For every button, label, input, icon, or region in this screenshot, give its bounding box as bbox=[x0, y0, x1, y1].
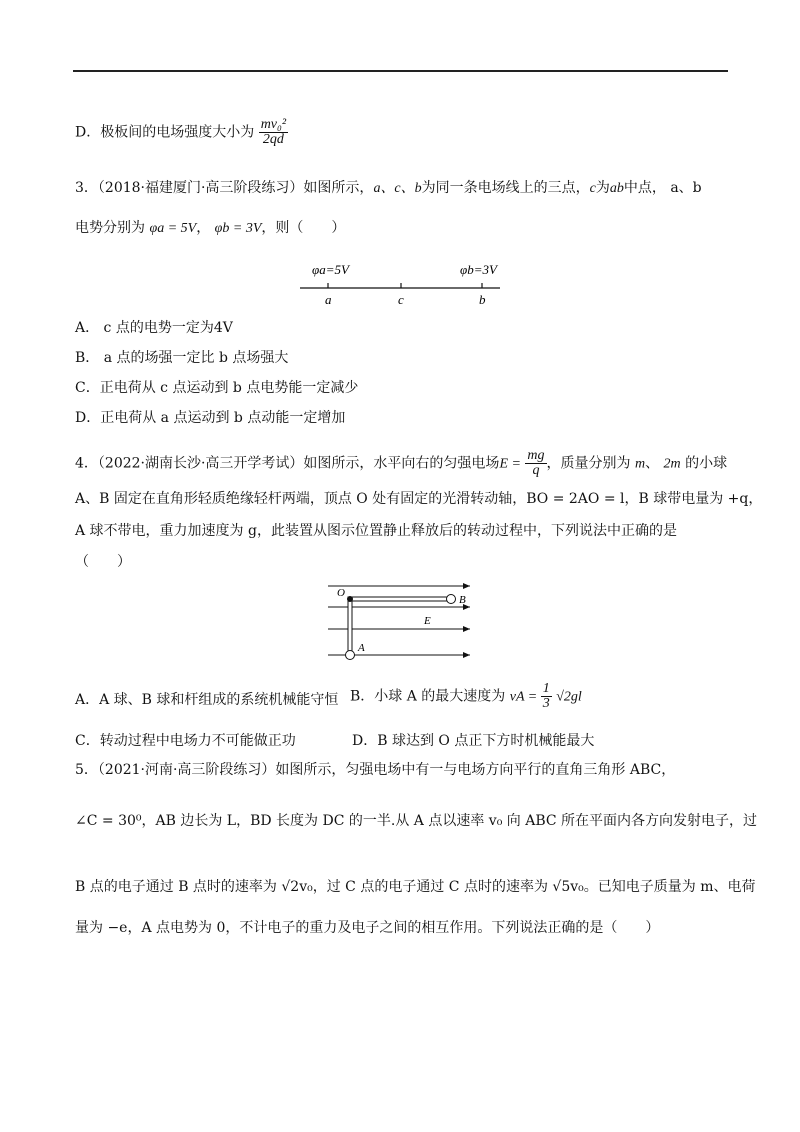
fraction-numerator: 1 bbox=[542, 681, 550, 696]
q2-option-d bbox=[75, 118, 288, 147]
q4-option-b-formula: vA = bbox=[509, 689, 541, 705]
q4-option-b bbox=[350, 682, 582, 711]
label-B: B bbox=[459, 594, 466, 606]
q3-header-mid: 为同一条电场线上的三点， bbox=[421, 180, 590, 196]
q2-option-d-text: D．极板间的电场强度大小为 bbox=[75, 124, 255, 141]
fraction-denominator: 3 bbox=[542, 696, 550, 711]
ball-A bbox=[346, 651, 355, 660]
rod-horizontal bbox=[350, 597, 447, 601]
q3-header-ab: ab bbox=[609, 181, 624, 196]
q3-header-c: c bbox=[589, 181, 596, 196]
q4-sep: 、 bbox=[645, 455, 660, 472]
q3-phi-a: φa = 5V bbox=[149, 221, 197, 236]
label-phi-a: φa=5V bbox=[312, 262, 349, 277]
q3-phi-b: φb = 3V bbox=[214, 221, 262, 236]
label-phi-b: φb=3V bbox=[460, 262, 497, 277]
fraction-denominator: 2qd bbox=[262, 132, 284, 147]
label-a: a bbox=[325, 292, 332, 307]
q4-line3: A 球不带电，重力加速度为 g，此装置从图示位置静止释放后的转动过程中，下列说法中正确的是 bbox=[75, 523, 677, 539]
q4-line1 bbox=[75, 449, 727, 478]
q4-E-fraction bbox=[525, 449, 546, 478]
q4-option-b-root: √2gl bbox=[556, 689, 582, 705]
label-A: A bbox=[358, 642, 365, 654]
q4-line4: （ ） bbox=[75, 554, 131, 570]
header-rule bbox=[73, 70, 728, 72]
q4-option-b-fraction bbox=[541, 682, 552, 711]
q3-header-vars: a、c、b bbox=[373, 181, 422, 196]
q4-option-b-text: B．小球 A 的最大速度为 bbox=[350, 688, 506, 705]
q3-line2: 电势分别为 φa = 5V， φb = 3V，则（ ） bbox=[75, 220, 346, 236]
label-O: O bbox=[337, 587, 345, 599]
q3-header-mid2: 为 bbox=[595, 180, 610, 196]
q4-line1-prefix: 4．（2022·湖南长沙·高三开学考试）如图所示，水平向右的匀强电场 bbox=[75, 455, 500, 472]
q5-line2: ∠C = 30⁰，AB 边长为 L，BD 长度为 DC 的一半.从 A 点以速率 v₀ 向 ABC 所在平面内各方向发射电子，过 bbox=[75, 813, 758, 829]
q5-line3: B 点的电子通过 B 点时的速率为 √2v₀，过 C 点的电子通过 C 点时的速率为 √5v₀。已知电子质量为 m、电荷 bbox=[75, 879, 756, 895]
q3-header-text: 3．（2018·福建厦门·高三阶段练习）如图所示， bbox=[75, 180, 374, 196]
q4-option-d: D．B 球达到 O 点正下方时机械能最大 bbox=[352, 733, 595, 749]
q3-option-a: A． c 点的电势一定为4V bbox=[75, 320, 233, 336]
ball-B bbox=[447, 595, 456, 604]
q3-option-d: D．正电荷从 a 点运动到 b 点动能一定增加 bbox=[75, 410, 346, 426]
q4-option-c: C．转动过程中电场力不可能做正功 bbox=[75, 733, 296, 749]
q3-line2-tail: ，则（ ） bbox=[261, 220, 346, 236]
q4-option-a: A．A 球、B 球和杆组成的系统机械能守恒 bbox=[75, 692, 339, 708]
label-c: c bbox=[398, 292, 404, 307]
q4-mass-2: 2m bbox=[663, 456, 681, 472]
fraction-numerator: mg bbox=[527, 448, 545, 463]
pivot-O bbox=[347, 596, 353, 602]
q3-line2-prefix: 电势分别为 bbox=[75, 220, 145, 236]
rod-vertical bbox=[348, 597, 352, 653]
q4-line1-tail: 的小球 bbox=[685, 455, 728, 472]
q2-option-d-fraction bbox=[259, 118, 288, 147]
q4-line1-mid: ，质量分别为 bbox=[546, 455, 631, 472]
fraction-numerator: mv₀² bbox=[260, 117, 287, 132]
q4-mass-1: m bbox=[634, 456, 646, 472]
q4-rotating-rod-figure bbox=[318, 580, 480, 664]
q5-line1: 5．（2021·河南·高三阶段练习）如图所示，匀强电场中有一与电场方向平行的直角三角形 ABC， bbox=[75, 762, 676, 778]
label-E: E bbox=[424, 615, 431, 627]
q4-line2: A、B 固定在直角形轻质绝缘轻杆两端，顶点 O 处有固定的光滑转动轴，BO = 2AO = l，B 球带电量为 +q， bbox=[75, 491, 763, 507]
q3-option-c: C．正电荷从 c 点运动到 b 点电势能一定减少 bbox=[75, 380, 359, 396]
label-b: b bbox=[479, 292, 486, 307]
q4-E-eq: E = bbox=[499, 456, 521, 472]
q3-option-b: B． a 点的场强一定比 b 点场强大 bbox=[75, 350, 289, 366]
fraction-denominator: q bbox=[532, 463, 540, 478]
q3-header bbox=[75, 178, 702, 199]
q3-header-tail: 中点， a、b bbox=[623, 180, 702, 196]
q5-line4: 量为 −e，A 点电势为 0，不计电子的重力及电子之间的相互作用。下列说法正确的是（ ） bbox=[75, 920, 660, 936]
q3-field-line-figure bbox=[290, 258, 510, 308]
